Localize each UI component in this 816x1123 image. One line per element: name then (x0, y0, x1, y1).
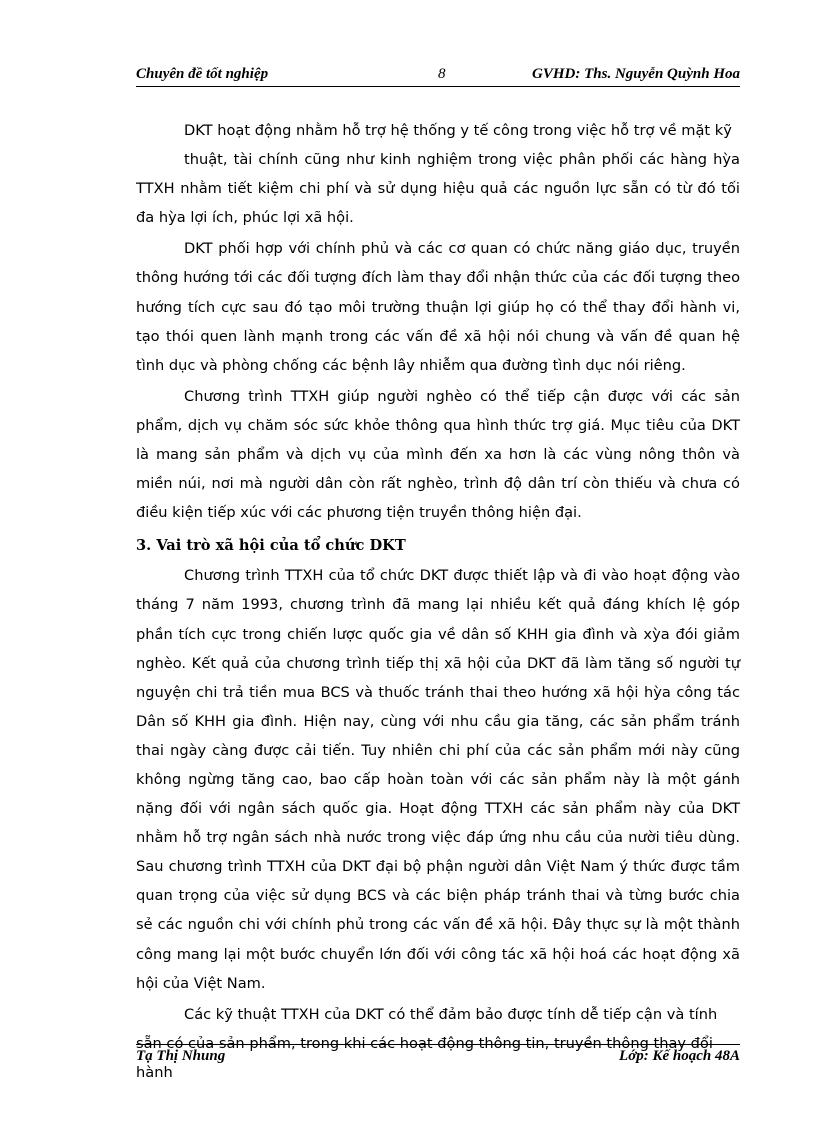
paragraph-intro-line: DKT hoạt động nhằm hỗ trợ hệ thống y tế công trong việc hỗ trợ về mặt kỹ (184, 122, 732, 139)
header-advisor: GVHD: Ths. Nguyễn Quỳnh Hoa (532, 66, 740, 82)
paragraph-ttxh-program: Chương trình TTXH giúp người nghèo có thể tiếp cận được với các sản phẩm, dịch vụ chăm sóc sức khỏe thông qua hình thức trợ giá. Mục tiêu của DKT là mang sản phẩm và dịch vụ của mình đến xa hơn là các vùng nông thôn và miền núi, nơi mà người dân còn rất nghèo, trình độ dân trí còn thiếu và chưa có điều kiện tiếp xúc với các phương tiện truyền thông hiện đại. (136, 387, 740, 522)
footer-class: Lớp: Kế hoạch 48A (619, 1048, 740, 1064)
paragraph-government-cooperation: DKT phối hợp với chính phủ và các cơ quan có chức năng giáo dục, truyền thông hướng tới các đối tượng đích làm thay đổi nhận thức của các đối tượng theo hướng tích cực sau đó tạo môi trường thuận lợi giúp họ có thể thay đổi hành vi, tạo thói quen lành mạnh trong các vấn đề xã hội nói chung và vấn đề quan hệ tình dục và phòng chống các bệnh lây nhiễm qua đường tình dục nói riêng. (136, 240, 740, 374)
section-heading: 3. Vai trò xã hội của tổ chức DKT (136, 537, 406, 555)
paragraph-ttxh-techniques: Các kỹ thuật TTXH của DKT có thể đảm bảo được tính dễ tiếp cận và tính sẵn có của sản phẩm, trong khi các hoạt động thông tin, truyền thông thay đổi hành (136, 1005, 718, 1081)
page-footer (136, 1044, 740, 1067)
header-document-title: Chuyên đề tốt nghiệp (136, 66, 269, 82)
paragraph-social-role: Chương trình TTXH của tổ chức DKT được thiết lập và đi vào hoạt động vào tháng 7 năm 1993, chương trình đã mang lại nhiều kết quả đáng khích lệ góp phần tích cực trong chiến lược quốc gia về dân số KHH gia đình và xỳa đói giảm nghèo. Kết quả của chương trình tiếp thị xã hội của DKT đã làm tăng số người tự nguyện chi trả tiền mua BCS và thuốc tránh thai theo hướng xã hội hỳa công tác Dân số KHH gia đình. Hiện nay, cùng với nhu cầu gia tăng, các sản phẩm tránh thai ngày càng được cải tiến. Tuy nhiên chi phí của các sản phẩm mới này cũng không ngừng tăng cao, bao cấp hoàn toàn với các sản phẩm này là một gánh nặng đối với ngân sách quốc gia. Hoạt động TTXH các sản phẩm này của DKT nhằm hỗ trợ ngân sách nhà nước trong việc đáp ứng nhu cầu của nười tiêu dùng. Sau chương trình TTXH của DKT đại bộ phận người dân Việt Nam ý thức được tầm quan trọng của việc sử dụng BCS và các biện pháp tránh thai và từng bước chia sẻ các nguồn chi với chính phủ trong các vấn đề xã hội. Đây thực sự là một thành công mang lại một bước chuyển lớn đối với công tác xã hội hoá các hoạt động xã hội của Việt Nam. (136, 567, 740, 992)
page-header (136, 64, 740, 87)
header-page-number: 8 (438, 66, 446, 82)
footer-author: Tạ Thị Nhung (136, 1048, 226, 1064)
paragraph-technical-support: thuật, tài chính cũng như kinh nghiệm trong việc phân phối các hàng hỳa TTXH nhằm tiết kiệm chi phí và sử dụng hiệu quả các nguồn lực sẵn có từ đó tối đa hỳa lợi ích, phúc lợi xã hội. (136, 151, 740, 227)
document-body (136, 116, 740, 1087)
